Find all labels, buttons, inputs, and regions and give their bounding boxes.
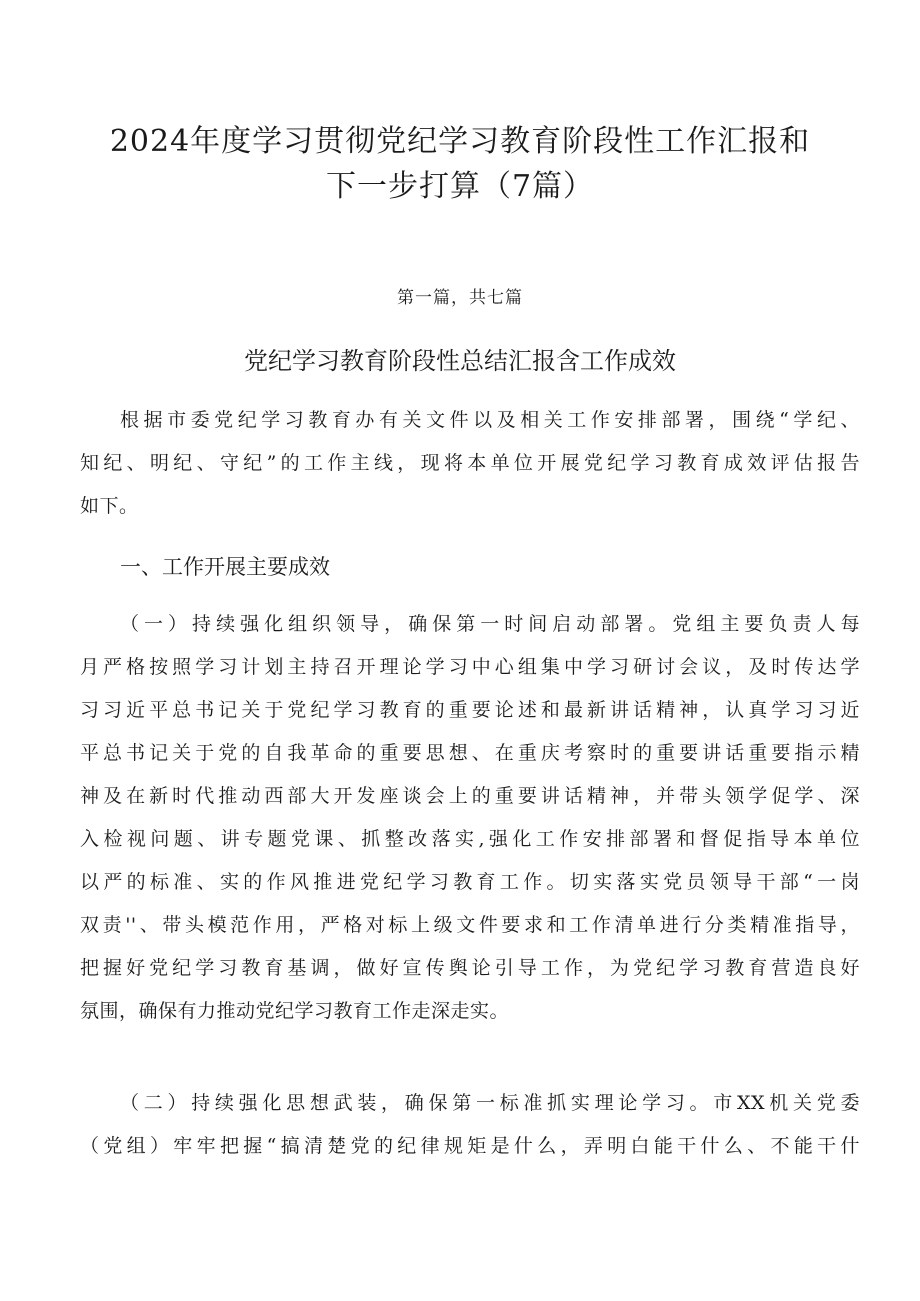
section-heading: 党纪学习教育阶段性总结汇报含工作成效	[244, 347, 676, 375]
paragraph-line: 知纪、明纪、守纪”的工作主线，现将本单位开展党纪学习教育成效评估报告	[80, 452, 860, 474]
paragraph-line: 如下。	[80, 495, 139, 517]
document-title-line-2: 下一步打算（7篇）	[325, 169, 595, 204]
part-label: 第一篇，共七篇	[397, 288, 523, 308]
paragraph-line: 氛围，确保有力推动党纪学习教育工作走深走实。	[80, 1000, 510, 1022]
paragraph-line: 月严格按照学习计划主持召开理论学习中心组集中学习研讨会议，及时传达学	[80, 656, 860, 678]
paragraph-line: 平总书记关于党的自我革命的重要思想、在重庆考察时的重要讲话重要指示精	[80, 742, 860, 764]
paragraph-line: 以严的标准、实的作风推进党纪学习教育工作。切实落实党员领导干部“一岗	[80, 871, 860, 893]
paragraph-line: 把握好党纪学习教育基调，做好宣传舆论引导工作，为党纪学习教育营造良好	[80, 957, 860, 979]
paragraph-organization-leadership	[80, 603, 860, 1033]
paragraph-line: （党组）牢牢把握“搞清楚党的纪律规矩是什么，弄明白能干什么、不能干什	[80, 1135, 860, 1157]
paragraph-line: 双责''、带头模范作用，严格对标上级文件要求和工作清单进行分类精准指导，	[80, 914, 860, 936]
paragraph-line: 习习近平总书记关于党纪学习教育的重要论述和最新讲话精神，认真学习习近	[80, 699, 860, 721]
paragraph-line: 入检视问题、讲专题党课、抓整改落实,强化工作安排部署和督促指导本单位	[80, 828, 860, 850]
paragraph-line: 神及在新时代推动西部大开发座谈会上的重要讲话精神，并带头领学促学、深	[80, 785, 860, 807]
paragraph-line: （一）持续强化组织领导，确保第一时间启动部署。党组主要负责人每	[120, 613, 860, 635]
paragraph-line: 根据市委党纪学习教育办有关文件以及相关工作安排部署，围绕“学纪、	[120, 409, 860, 431]
intro-paragraph	[80, 399, 860, 528]
paragraph-ideological-arming	[80, 1082, 860, 1168]
subheading-work-achievements: 一、工作开展主要成效	[120, 555, 330, 579]
document-title-line-1: 2024年度学习贯彻党纪学习教育阶段性工作汇报和	[109, 124, 811, 159]
paragraph-line: （二）持续强化思想武装，确保第一标准抓实理论学习。市XX机关党委	[120, 1092, 860, 1114]
